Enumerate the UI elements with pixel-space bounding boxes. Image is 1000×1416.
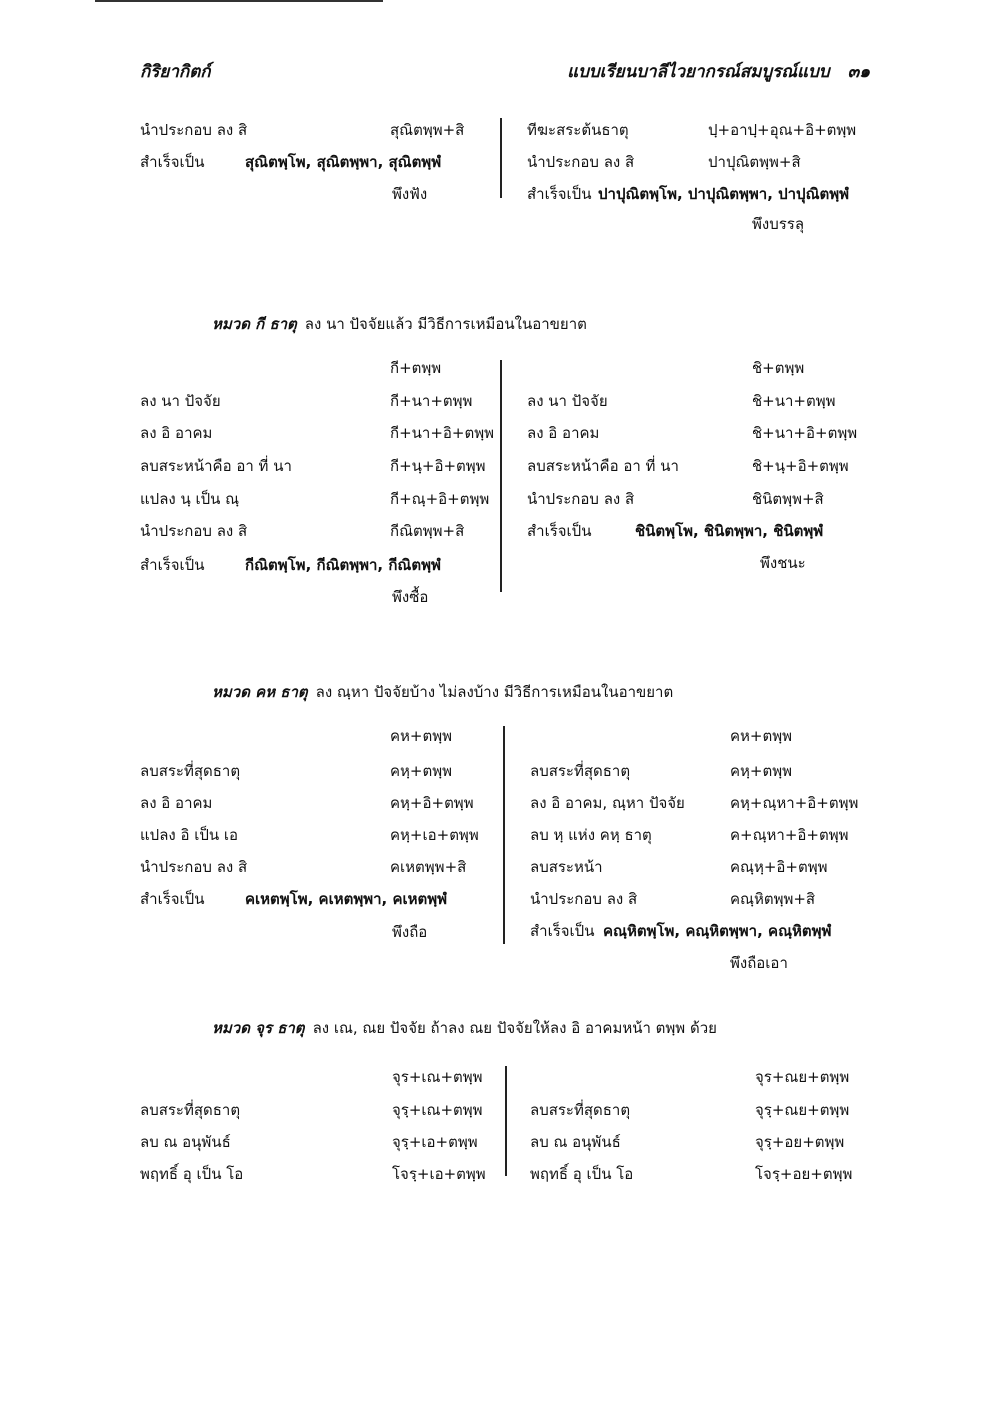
step-form: ปฺ+อาปฺ+อุณ+อิ+ตพฺพ (708, 121, 857, 139)
result-label: สำเร็จเป็น (140, 153, 205, 171)
result-forms: กีณิตพฺโพ, กีณิตพฺพา, กีณิตพฺพํ (245, 556, 441, 574)
section-title-bold: หมวด คห ธาตุ (212, 683, 308, 701)
step-label: ลบ หฺ แห่ง คหฺ ธาตุ (530, 826, 652, 844)
result-forms: ชินิตพฺโพ, ชินิตพฺพา, ชินิตพฺพํ (635, 522, 824, 540)
step-label: นำประกอบ ลง สิ (140, 858, 248, 876)
step-form: คหฺ+ตพฺพ (390, 762, 453, 780)
column-divider (505, 1066, 507, 1176)
step-form: จุรฺ+เณ+ตพฺพ (392, 1101, 483, 1119)
step-label: ลบสระหน้าคือ อา ที่ นา (140, 457, 292, 475)
step-label: ลง อิ อาคม (140, 794, 213, 812)
step-form: ชินิตพฺพ+สิ (752, 490, 824, 508)
base-form: คห+ตพฺพ (730, 727, 793, 745)
step-label: นำประกอบ ลง สิ (530, 890, 638, 908)
result-label: สำเร็จเป็น (527, 185, 592, 203)
step-form: จุรฺ+เอ+ตพฺพ (392, 1133, 478, 1151)
meaning: พึงฟัง (392, 185, 428, 203)
result-forms: สุณิตพฺโพ, สุณิตพฺพา, สุณิตพฺพํ (245, 153, 442, 171)
step-label: นำประกอบ ลง สิ (140, 121, 248, 139)
book-title: แบบเรียนบาลีไวยากรณ์สมบูรณ์แบบ (567, 62, 830, 82)
section-title-text: ลง นา ปัจจัยแล้ว มีวิธีการเหมือนในอาขยาต (304, 315, 587, 333)
result-label: สำเร็จเป็น (530, 922, 595, 940)
meaning: พึงบรรลุ (752, 215, 805, 233)
result-forms: คณฺหิตพฺโพ, คณฺหิตพฺพา, คณฺหิตพฺพํ (603, 922, 832, 940)
step-form: คหฺ+อิ+ตพฺพ (390, 794, 474, 812)
step-form: โจรฺ+เอ+ตพฺพ (392, 1165, 486, 1183)
step-form: กี+นา+อิ+ตพฺพ (390, 424, 494, 442)
step-form: โจรฺ+อย+ตพฺพ (755, 1165, 853, 1183)
step-label: นำประกอบ ลง สิ (527, 490, 635, 508)
step-form: กี+นฺ+อิ+ตพฺพ (390, 457, 486, 475)
base-form: ชิ+ตพฺพ (752, 359, 805, 377)
step-label: ลง อิ อาคม (527, 424, 600, 442)
step-label: ลบ ณ อนุพันธ์ (140, 1133, 231, 1151)
step-form: ค+ณฺหา+อิ+ตพฺพ (730, 826, 849, 844)
meaning: พึงชนะ (760, 554, 806, 572)
result-forms: คเหตพฺโพ, คเหตพฺพา, คเหตพฺพํ (245, 890, 448, 908)
step-label: ลบ ณ อนุพันธ์ (530, 1133, 621, 1151)
step-label: แปลง นฺ เป็น ณฺ (140, 490, 240, 508)
column-divider (503, 726, 505, 944)
step-label: นำประกอบ ลง สิ (140, 522, 248, 540)
step-label: นำประกอบ ลง สิ (527, 153, 635, 171)
step-label: ลง อิ อาคม (140, 424, 213, 442)
section-title (212, 1016, 717, 1040)
step-label: ลบสระที่สุดธาตุ (530, 762, 631, 780)
step-form: คหฺ+ตพฺพ (730, 762, 793, 780)
column-divider (500, 360, 502, 592)
meaning: พึงถือเอา (730, 954, 788, 972)
step-form: ชิ+นา+ตพฺพ (752, 392, 836, 410)
result-forms: ปาปุณิตพฺโพ, ปาปุณิตพฺพา, ปาปุณิตพฺพํ (598, 185, 850, 203)
meaning: พึงถือ (392, 923, 428, 941)
step-label: ลง นา ปัจจัย (527, 392, 608, 410)
step-form: คหฺ+ณฺหา+อิ+ตพฺพ (730, 794, 859, 812)
page-number: ๓๑ (847, 62, 870, 82)
section-title-bold: หมวด กี ธาตุ (212, 315, 297, 333)
step-form: ชิ+นา+อิ+ตพฺพ (752, 424, 858, 442)
top-scan-rule (95, 0, 383, 2)
result-label: สำเร็จเป็น (527, 522, 592, 540)
section-title (212, 312, 587, 336)
step-form: ชิ+นฺ+อิ+ตพฺพ (752, 457, 849, 475)
section-title-text: ลง เณ, ณย ปัจจัย ถ้าลง ณย ปัจจัยให้ลง อิ อาคมหน้า ตพฺพ ด้วย (312, 1019, 717, 1037)
section-title-text: ลง ณฺหา ปัจจัยบ้าง ไม่ลงบ้าง มีวิธีการเหมือนในอาขยาต (315, 683, 674, 701)
base-form: จุร+ณย+ตพฺพ (755, 1068, 850, 1086)
step-label: พฤทธิ์ อุ เป็น โอ (530, 1165, 634, 1183)
meaning: พึงซื้อ (392, 588, 429, 606)
section-title-bold: หมวด จุร ธาตุ (212, 1019, 305, 1037)
step-form: คเหตพฺพ+สิ (390, 858, 467, 876)
step-form: กี+นา+ตพฺพ (390, 392, 473, 410)
step-label: แปลง อิ เป็น เอ (140, 826, 239, 844)
step-label: ลง อิ อาคม, ณฺหา ปัจจัย (530, 794, 685, 812)
base-form: คห+ตพฺพ (390, 727, 453, 745)
step-form: จุรฺ+ณย+ตพฺพ (755, 1101, 850, 1119)
step-label: ลบสระที่สุดธาตุ (140, 1101, 241, 1119)
step-label: ลบสระหน้า (530, 858, 603, 876)
step-label: ทีฆะสระต้นธาตุ (527, 121, 629, 139)
result-label: สำเร็จเป็น (140, 890, 205, 908)
step-form: กี+ณฺ+อิ+ตพฺพ (390, 490, 490, 508)
step-label: ลบสระที่สุดธาตุ (530, 1101, 631, 1119)
running-header-left: กิริยากิตก์ (140, 62, 211, 82)
column-divider (500, 118, 502, 198)
result-label: สำเร็จเป็น (140, 556, 205, 574)
step-form: กีณิตพฺพ+สิ (390, 522, 465, 540)
step-form: ปาปุณิตพฺพ+สิ (708, 153, 801, 171)
step-label: ลบสระที่สุดธาตุ (140, 762, 241, 780)
section-title (212, 680, 673, 704)
step-label: พฤทธิ์ อุ เป็น โอ (140, 1165, 244, 1183)
step-form: สุณิตพฺพ+สิ (390, 121, 465, 139)
step-label: ลบสระหน้าคือ อา ที่ นา (527, 457, 679, 475)
step-form: คณฺหฺ+อิ+ตพฺพ (730, 858, 828, 876)
running-header-right (567, 58, 870, 85)
step-label: ลง นา ปัจจัย (140, 392, 221, 410)
step-form: คณฺหิตพฺพ+สิ (730, 890, 816, 908)
base-form: กี+ตพฺพ (390, 359, 442, 377)
base-form: จุร+เณ+ตพฺพ (392, 1068, 483, 1086)
step-form: คหฺ+เอ+ตพฺพ (390, 826, 479, 844)
step-form: จุรฺ+อย+ตพฺพ (755, 1133, 845, 1151)
